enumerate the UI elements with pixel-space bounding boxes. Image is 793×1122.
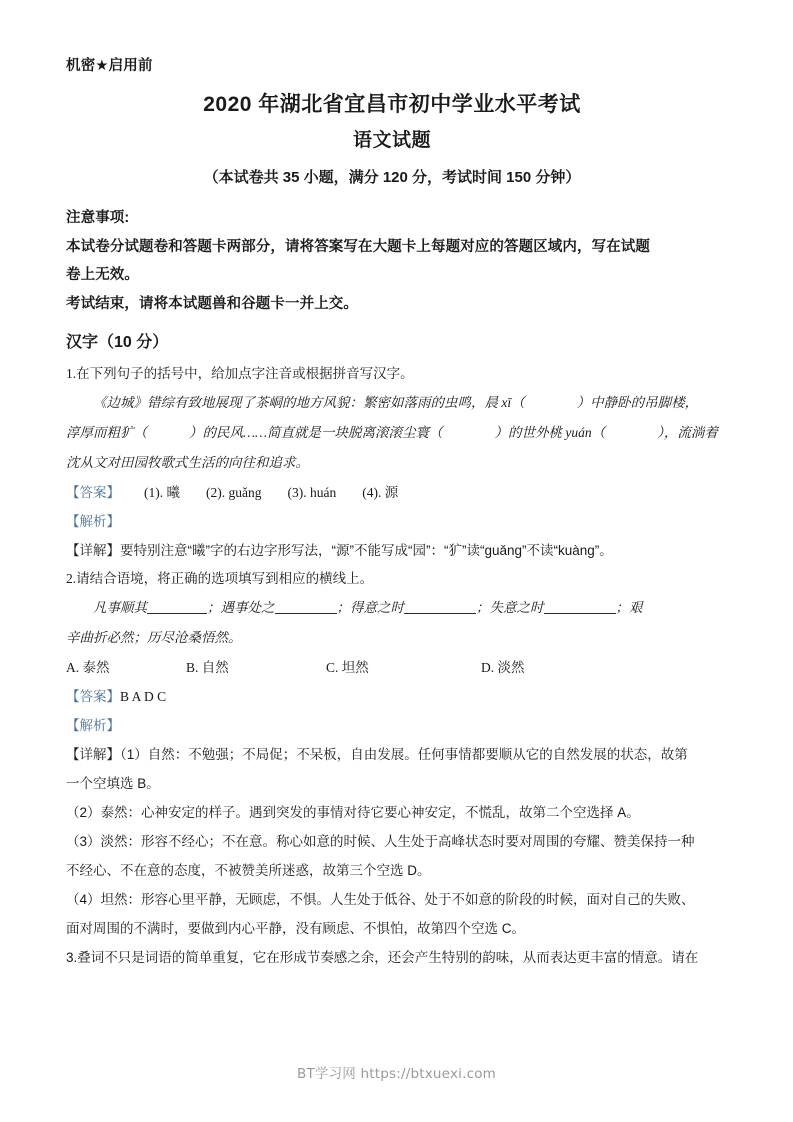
question-3-stem: 3.叠词不只是词语的简单重复，它在形成节奏感之余，还会产生特别的韵味，从而表达更丰富的情意。请在: [66, 950, 699, 965]
page-title: 2020 年湖北省宜昌市初中学业水平考试: [203, 93, 581, 116]
question-1-passage-line-1: [66, 388, 718, 418]
fill-blank-3[interactable]: [404, 613, 476, 614]
question-1-analysis-row: [66, 507, 718, 536]
detail-text: （1）自然：不勉强；不局促；不呆板，自由发展。任何事情都要顺从它的自然发展的状态，故第: [120, 747, 688, 762]
page-content: [66, 56, 718, 972]
fill-text: ；遇事处之: [207, 600, 275, 615]
answer-tag: 【答案】: [66, 485, 120, 500]
footer-watermark: BT学习网 https://btxuexi.com: [296, 1066, 497, 1082]
answer-item: (3). huán: [287, 485, 337, 500]
question-2-options: [66, 653, 718, 682]
question-2-answer-row: [66, 682, 718, 711]
question-1-detail-row: [66, 536, 718, 565]
notice-block: [66, 204, 718, 318]
question-2-detail-4-line-1: （4）坦然：形容心里平静，无顾虑，不惧。人生处于低谷、处于不如意的阶段的时候，面对自己的失败、: [66, 892, 695, 907]
option-a[interactable]: A. 泰然: [66, 660, 110, 675]
analysis-tag: 【解析】: [66, 514, 120, 529]
section-heading-hanzi: 汉字（10 分）: [66, 334, 169, 351]
option-d[interactable]: D. 淡然: [481, 660, 525, 675]
fill-text: ；得意之时: [336, 600, 404, 615]
passage-text: ）中静卧的吊脚楼，: [576, 395, 699, 410]
answer-item: (2). guǎng: [206, 485, 262, 500]
option-b[interactable]: B. 自然: [186, 660, 229, 675]
option-c[interactable]: C. 坦然: [326, 660, 369, 675]
question-2-detail-1-line-2: 一个空填选 B。: [66, 776, 160, 791]
fill-blank-4[interactable]: [544, 613, 616, 614]
passage-text: ）的民风……简直就是一块脱离滚滚尘寰（: [189, 425, 443, 440]
passage-text: 淳厚而粗犷（: [66, 425, 147, 440]
question-2-fill-line-1: [66, 593, 718, 623]
detail-tag: 【详解】: [66, 747, 120, 762]
fill-text: ；失意之时: [476, 600, 544, 615]
question-1-answer-row: [66, 478, 718, 507]
question-2-detail-3-line-1: （3）淡然：形容不经心；不在意。称心如意的时候、人生处于高峰状态时要对周围的夸耀、赞美保持一种: [66, 834, 695, 849]
fill-text: ；艰: [615, 600, 643, 615]
passage-text: 《边城》错综有致地展现了茶峒的地方风貌：繁密如落雨的虫鸣，晨 xī（: [93, 395, 525, 410]
answer-value: B A D C: [120, 689, 167, 704]
notice-line-3: 考试结束，请将本试题兽和谷题卡一并上交。: [66, 295, 358, 312]
passage-text: ），流淌着: [657, 425, 718, 440]
analysis-tag: 【解析】: [66, 718, 120, 733]
question-2-detail-3-line-2: 不经心、不在意的态度，不被赞美所迷惑，故第三个空选 D。: [66, 863, 431, 878]
question-1-passage-line-3: 沈从文对田园牧歌式生活的向往和追求。: [66, 455, 309, 470]
question-1-passage-line-2: [66, 418, 718, 448]
page-subtitle: 语文试题: [352, 130, 431, 151]
exam-meta-line: （本试卷共 35 小题，满分 120 分，考试时间 150 分钟）: [203, 169, 581, 186]
question-1-stem: 1.在下列句子的括号中，给加点字注音或根据拼音写汉字。: [66, 366, 414, 381]
notice-heading: 注意事项:: [66, 210, 130, 226]
detail-text: 要特别注意“曦”字的右边字形写法，“源”不能写成“园”：“犷”读“guǎng”不读“kuàng”。: [120, 543, 613, 558]
passage-text: ）的世外桃 yuán（: [494, 425, 606, 440]
secrecy-notice: 机密★启用前: [66, 58, 153, 74]
notice-line-1: 本试卷分试题卷和答题卡两部分，请将答案写在大题卡上每题对应的答题区域内，写在试题: [66, 238, 650, 255]
notice-line-2: 卷上无效。: [66, 267, 139, 283]
question-2-fill-line-2: 辛曲折必然；历尽沧桑悟然。: [66, 630, 242, 645]
fill-blank-1[interactable]: [147, 613, 207, 614]
question-2-stem: 2.请结合语境，将正确的选项填写到相应的横线上。: [66, 571, 374, 586]
answer-item: (4). 源: [362, 485, 399, 500]
answer-items: [144, 485, 424, 500]
question-2-analysis-row: [66, 711, 718, 740]
question-2-detail-4-line-2: 面对周围的不满时，要做到内心平静，没有顾虑、不惧怕，故第四个空选 C。: [66, 921, 525, 936]
answer-item: (1). 曦: [144, 485, 180, 500]
answer-tag: 【答案】: [66, 689, 120, 704]
detail-tag: 【详解】: [66, 543, 120, 558]
fill-text: 凡事顺其: [93, 600, 147, 615]
question-2-detail-2: （2）泰然：心神安定的样子。遇到突发的事情对待它要心神安定，不慌乱，故第二个空选择 A。: [66, 805, 640, 820]
question-2-detail-1-line-1: [66, 740, 718, 769]
fill-blank-2[interactable]: [275, 613, 337, 614]
